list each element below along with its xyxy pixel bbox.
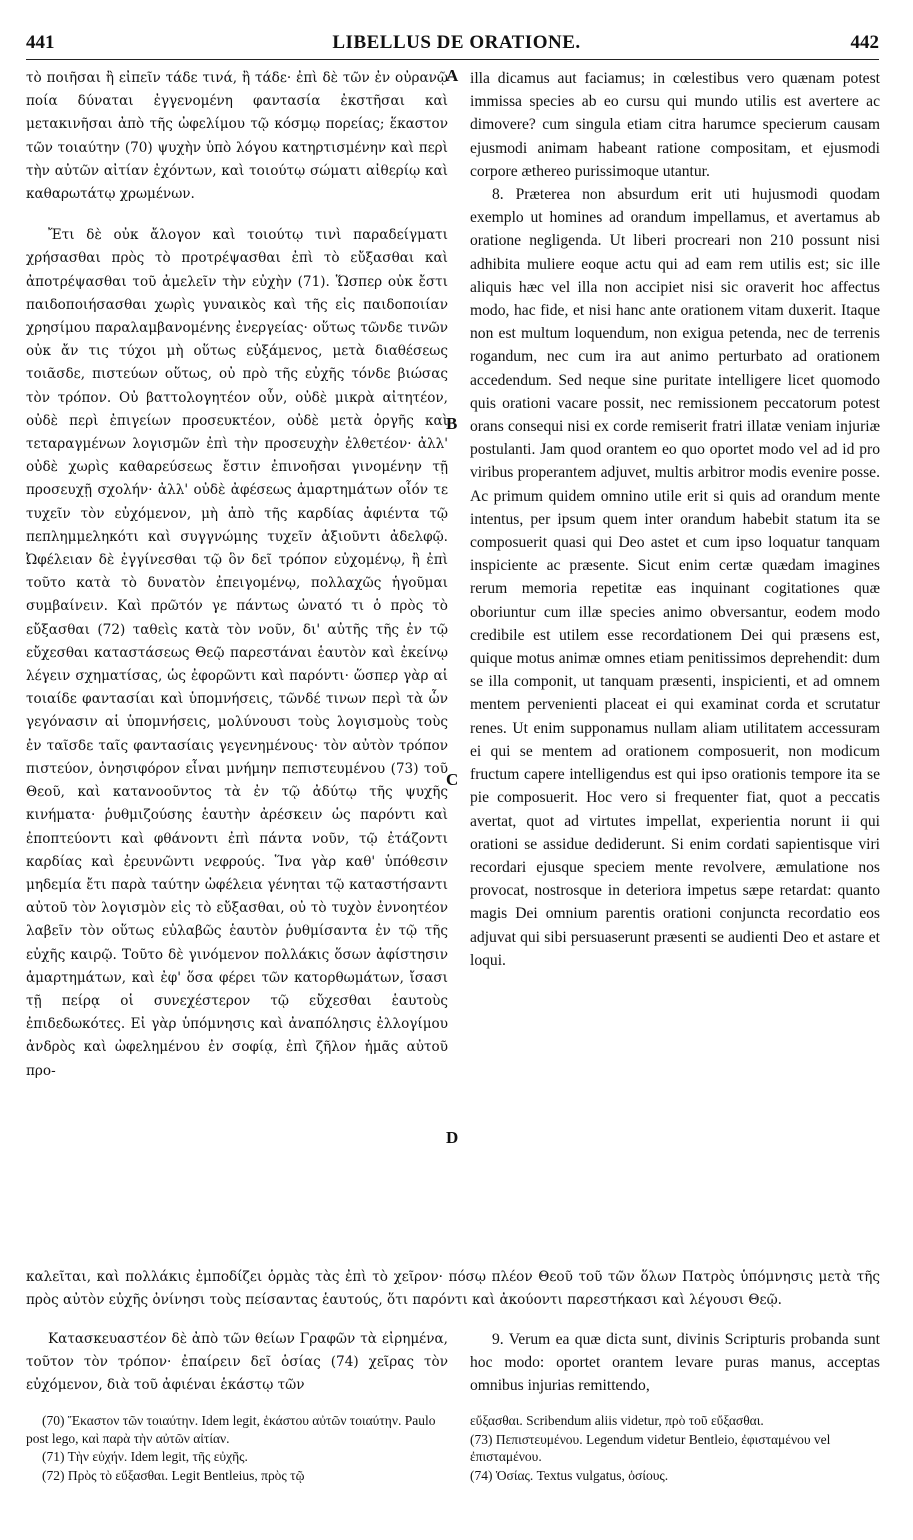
greek-paragraph: τὸ ποιῆσαι ἢ εἰπεῖν τάδε τινά, ἢ τάδε· ἐπὶ δὲ τῶν ἐν οὐρανῷ ποία δύναται ἐγγενομένη φαντασία ἐκστῆσαι καὶ μετακινῆσαι ἀπὸ τῆς ὠφελίμου τῷ κόσμῳ πορείας; ἕκαστον τῶν τοιαύτην (70) ψυχὴν ὑπὸ λόγου κατηρτισμένην καὶ περὶ τὴν αὐτῶν αἰτίαν ἐχόντων, καὶ τοιούτῳ σώματι αἰθερίῳ καὶ καθαρωτάτῳ χρωμένων.: [26, 70, 448, 203]
footnote: (74) Ὁσίας. Textus vulgatus, ὁσίους.: [470, 1467, 669, 1483]
footnote: (72) Πρὸς τὸ εὔξασθαι. Legit Bentleius, πρὸς τῷ: [42, 1467, 305, 1483]
footnote: (71) Τὴν εὐχήν. Idem legit, τῆς εὐχῆς.: [42, 1449, 248, 1464]
full-width-greek: καλεῖται, καὶ πολλάκις ἐμποδίζει ὁρμὰς τὰς ἐπὶ τὸ χεῖρον· πόσῳ πλέον Θεοῦ τοῦ τῶν ὅλων Πατρὸς ὑπόμνησις μετὰ τῆς πρὸς αὐτὸν εὐχῆς ὀνίνησι τοὺς πείσαντας ἑαυτούς, ὅτι παρόντι καὶ ἀκούοντι παρεστήκασι καὶ λέγουσι Θεῷ.: [26, 1269, 880, 1308]
footnote: (73) Πεπιστευμένου. Legendum videtur Bentleio, ἐφισταμένου vel ἐπισταμένου.: [470, 1431, 831, 1464]
greek-column-continued: [26, 1328, 448, 1398]
margin-marker-d: D: [446, 1128, 459, 1147]
latin-paragraph: 8. Præterea non absurdum erit uti hujusmodi quodam exemplo ut homines ad orandum impellamus, et avertamus ab oratione negligenda. Ut liberi procreari non 210 possunt nisi adhibita muliere eoque actu qui ad eam rem utilis est; sic ille aliquis hæc vel illa non accipiet nisi sic oraverit hoc affectus modo, hac fide, et nisi hanc ante orationem vitam duxerit. Itaque non est multum loquendum, non exigua petenda, nec de terrenis rogandum, nec cum ira aut animo perturbato ad orationem accedendum. Sed neque sine puritate intelligere licet quomodo quis orationi vacare possit, nec remissionem peccatorum potest orans consequi nisi ex corde remiserit fratri illatæ veniam injuriæ postulanti. Jam quod orantem eo quo oportet modo vel ad id pro viribus properantem adjuvet, multis arbitror modis evenire posse. Ac primum quidem omnino utile erit si quis ad orandum mente intentus, per ipsum quem inter orandum habebit statum ita se composuerit quasi qui Deo astet et cum ipso loquatur tanquam inspiciente ac præsente. Sicut enim certæ quædam imagines rerum memoria repetitæ eas inquinant cogitationes quæ oboriuntur cum illæ species animo obversantur, eodem modo credibile est utilem esse recordationem Dei qui præsens est, quique motus animæ omnes etiam penitissimos deprehendit: dum se illa componit, ut tanquam præsenti, inspicienti, et ad omnem mentem pervenienti placeat ei qui examinat corda et scrutatur renes. Ut enim supponamus nullam aliam utilitatem accessuram ei qui se mentem ad orationem composuerit, non modicum fructum capere intelligendus est qui ipso orationis tempore ita se pie composuerit. Hoc vero si frequenter fiat, quot a peccatis avertat, quot ad virtutes impellat, experientia norunt ii qui orationi se assidue dediderunt. Si enim cordati sapientisque viri recordari ejusque speciem mente revolvere, æmulatione nos provocat, nostrosque in deteriora impetus sæpe retardat: quanto magis Dei omnium parentis orationi conjuncta recordatio eos adjuvat qui sibi persuaserunt præsenti se audienti Deo et astare et loqui.: [470, 186, 880, 969]
greek-paragraph: Ἔτι δὲ οὐκ ἄλογον καὶ τοιούτῳ τινὶ παραδείγματι χρήσασθαι πρὸς τὸ προτρέψασθαι ἐπὶ τὸ εὔξασθαι καὶ ἀποτρέψασθαι τοῦ ἀμελεῖν τὴν εὐχὴν (71). Ὥσπερ οὐκ ἔστι παιδοποιήσασθαι χωρὶς γυναικὸς καὶ τῆς εἰς παιδοποιίαν χρησίμου παραλαμβανομένης ἐνεργείας· οὕτως τῶνδε τινῶν οὐκ ἄν τις τύχοι μὴ οὕτως εὐξάμενος, μετὰ διαθέσεως τοιᾶσδε, πιστεύων οὕτως, οὐ πρὸ τῆς εὐχῆς τόνδε βιώσας τὸν τρόπον. Οὐ βαττολογητέον οὖν, οὐδὲ μικρὰ αἰτητέον, οὐδὲ περὶ ἐπιγείων προσευκτέον, οὐδὲ μετὰ ὀργῆς καὶ τεταραγμένων λογισμῶν ἐπὶ τὴν προσευχὴν ἐλθετέον· ἀλλ' οὐδὲ χωρὶς καθαρεύσεως ἔστιν ἐπινοῆσαι γινομένην τῇ προσευχῇ σχολήν· ἀλλ' οὐδὲ ἀφέσεως ἁμαρτημάτων οἷόν τε τυχεῖν τὸν εὐχόμενον, μὴ ἀπὸ τῆς καρδίας ἀφιέντα τῷ πεπλημμεληκότι καὶ συγγνώμης τυχεῖν ἀξιοῦντι ἀδελφῷ. Ὠφέλειαν δὲ ἐγγίνεσθαι τῷ ὃν δεῖ τρόπον εὐχομένῳ, ἢ ἐπὶ τοῦτο κατὰ τὸ δυνατὸν ἐπειγομένῳ, πολλαχῶς ἡγοῦμαι συμβαίνειν. Καὶ πρῶτόν γε πάντως ὠνατό τι ὁ πρὸς τὸ εὔξασθαι (72) ταθεὶς κατὰ τὸν νοῦν, δι' αὐτῆς τῆς ἐν τῷ εὔχεσθαι καταστάσεως Θεῷ παρεστάναι ἑαυτὸν καὶ ἐκείνῳ λέγειν σχηματίσας, ὡς ἐφορῶντι καὶ παρόντι· ὥσπερ γὰρ αἱ τοιαίδε φαντασίαι καὶ ὑπομνήσεις, τῶνδέ τινων περὶ τὰ ὧν γεγόνασιν αἱ ὑπομνήσεις, μολύνουσι τοὺς λογισμοὺς τοὺς ἐν ταῖσδε ταῖς φαντασίαις γεγενημένους· τὸν αὐτὸν τρόπον πιστεύον, ὀνησιφόρον εἶναι μνήμην πεπιστευμένου (73) τοῦ Θεοῦ, καὶ κατανοοῦντος τὰ ἐν τῷ ἀδύτῳ τῆς ψυχῆς κινήματα· ῥυθμιζούσης ἑαυτὴν ἀρέσκειν ὡς παρόντι καὶ ἐποπτεύοντι καὶ φθάνοντι ἐπὶ πάντα νοῦν, τῷ ἐτάζοντι καρδίας καὶ ἐρευνῶντι νεφρούς. Ἵνα γὰρ καθ' ὑπόθεσιν μηδεμία ἔτι παρὰ ταύτην ὠφέλεια γένηται τῷ καταστήσαντι αὐτοῦ τὸν λογισμὸν εἰς τὸ εὔξασθαι, οὐ τὸ τυχὸν ἐννοητέον λαβεῖν τὸν οὕτως εὐλαβῶς ἑαυτὸν ῥυθμίσαντα ἐν τῷ τῆς εὐχῆς καιρῷ. Τοῦτο δὲ γινόμενον πολλάκις ὅσων ἀφίστησιν ἁμαρτημάτων, καὶ ἐφ' ὅσα φέρει τῶν κατορθωμάτων, ἴσασι τῇ πείρᾳ οἱ συνεχέστερον τῷ εὔχεσθαι ἑαυτοὺς ἐπιδεδωκότες. Εἰ γὰρ ὑπόμνησις καὶ ἀναπόλησις ἐλλογίμου ἀνδρὸς καὶ ὠφελημένου ἐν σοφίᾳ, ἐπὶ ζῆλον ἡμᾶς αὐτοῦ προ-: [26, 227, 448, 1079]
margin-marker-b: B: [446, 414, 458, 433]
margin-marker-c: C: [446, 770, 459, 789]
footnote: εὔξασθαι. Scribendum aliis videtur, πρὸ τοῦ εὔξασθαι.: [470, 1413, 764, 1428]
footnotes-left: [26, 1412, 448, 1485]
latin-paragraph: 9. Verum ea quæ dicta sunt, divinis Scripturis probanda sunt hoc modo: oportet orantem levare puras manus, acceptas omnibus injurias remittendo,: [470, 1331, 880, 1395]
latin-column: [470, 67, 880, 972]
latin-column-continued: [470, 1328, 880, 1398]
page-number-left: 441: [26, 32, 55, 53]
page-number-right: 442: [850, 32, 879, 53]
footnotes-right: [470, 1412, 880, 1485]
header-rule: [26, 59, 879, 60]
greek-paragraph: Κατασκευαστέον δὲ ἀπὸ τῶν θείων Γραφῶν τὰ εἰρημένα, τοῦτον τὸν τρόπον· ἐπαίρειν δεῖ ὁσίας (74) χεῖρας τὸν εὐχόμενον, διὰ τοῦ ἀφιέναι ἑκάστῳ τῶν: [26, 1331, 448, 1394]
footnote: (70) Ἕκαστον τῶν τοιαύτην. Idem legit, ἑκάστου αὐτῶν τοιαύτην. Paulo post lego, καὶ παρὰ τὴν αὐτῶν αἰτίαν.: [26, 1413, 436, 1446]
latin-paragraph: illa dicamus aut faciamus; in cœlestibus vero quænam potest immissa species ab eo cursu qui mundo utilis est avertere ac dimovere? cum singula etiam citra harumce specierum causam ejusmodi animam habeant ratione compositam, et ejusmodi corpore æthereo purissimoque utantur.: [470, 70, 880, 180]
margin-marker-a: A: [446, 66, 459, 85]
running-title: LIBELLUS DE ORATIONE.: [332, 32, 581, 53]
running-header: [0, 30, 913, 60]
greek-column: [26, 67, 448, 1083]
